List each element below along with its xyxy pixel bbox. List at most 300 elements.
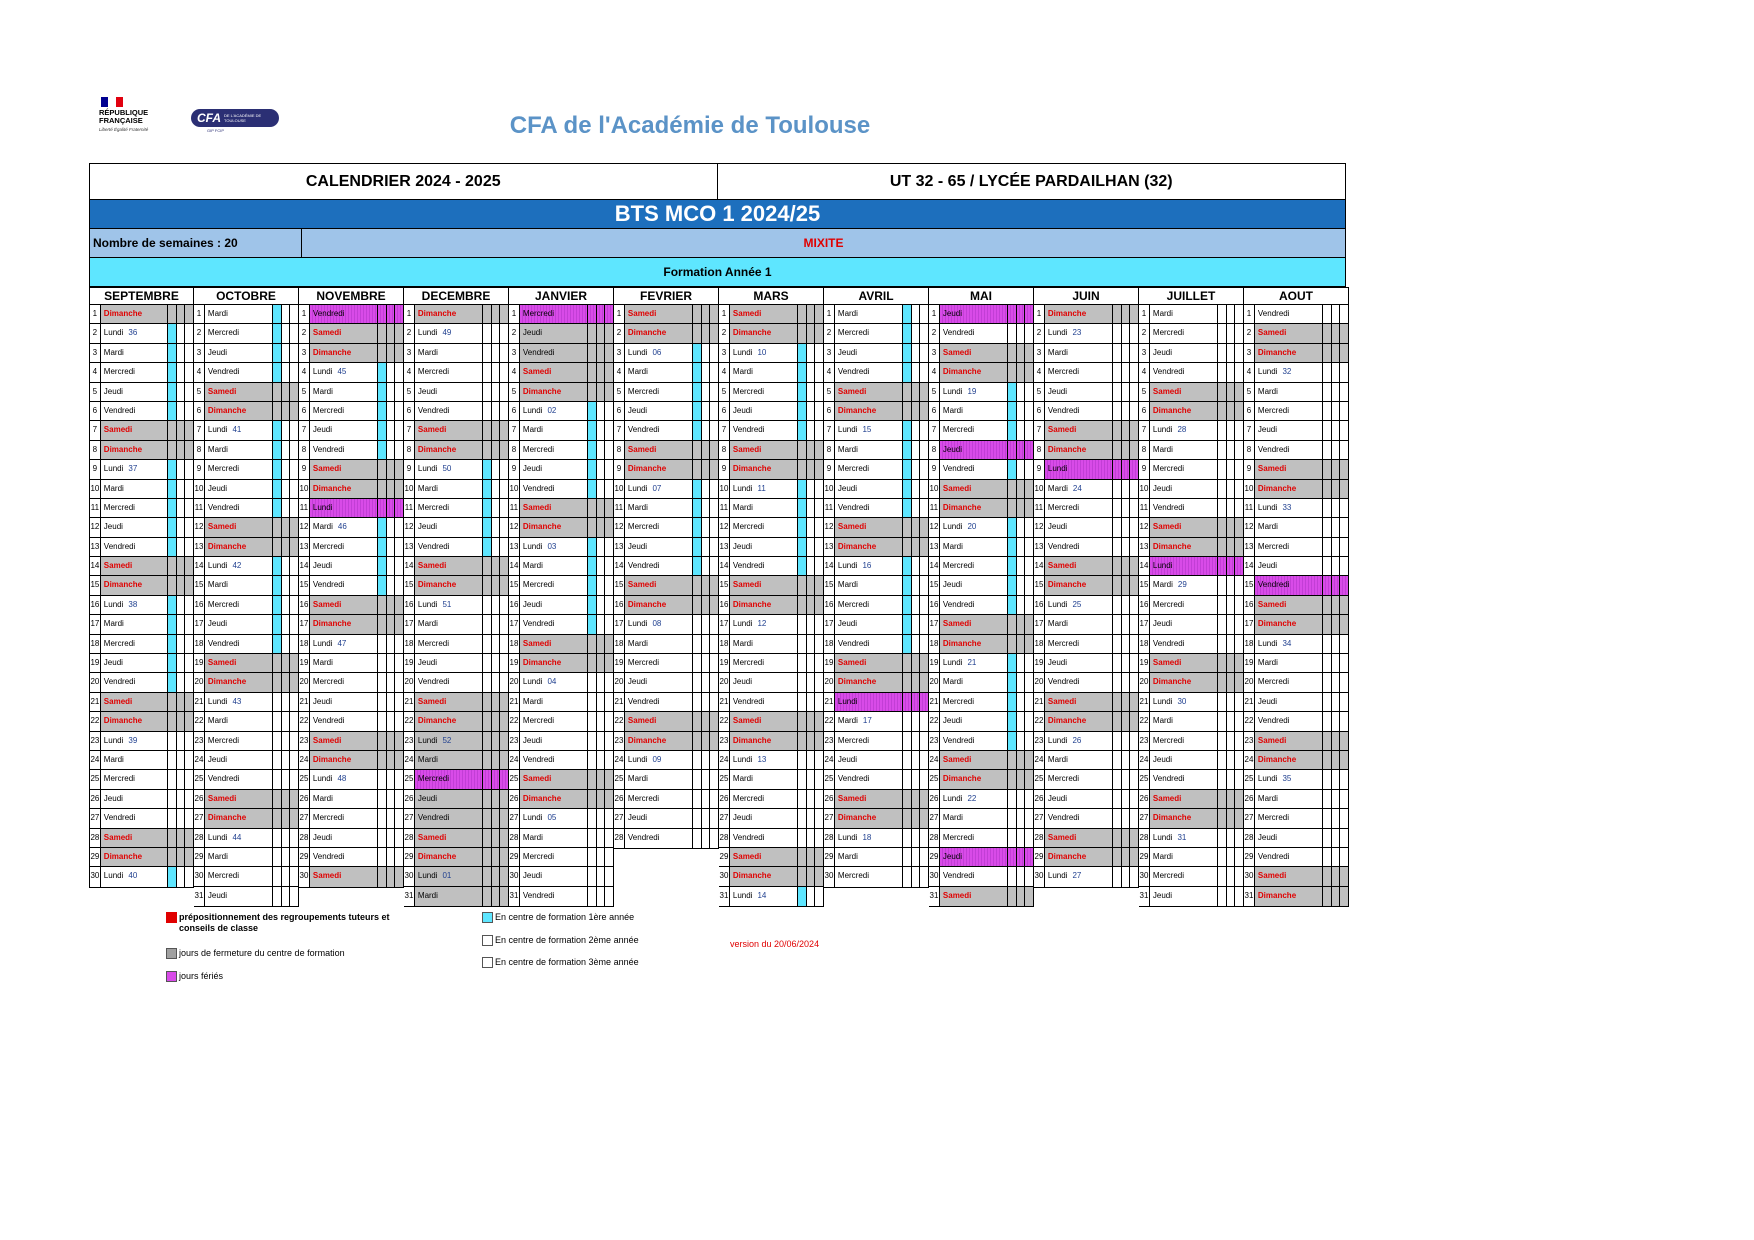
formation-cell xyxy=(912,402,920,420)
day-number: 4 xyxy=(824,363,835,381)
day-name-text: Mardi xyxy=(732,774,753,784)
formation-cell xyxy=(710,635,718,653)
day-name xyxy=(310,790,378,808)
day-number: 24 xyxy=(194,751,205,769)
day-row xyxy=(929,383,1033,402)
formation-cell xyxy=(492,596,500,614)
formation-cell xyxy=(693,441,701,459)
day-number: 8 xyxy=(194,441,205,459)
day-number: 24 xyxy=(719,751,730,769)
day-name xyxy=(415,673,483,691)
formation-cell xyxy=(500,538,508,556)
day-name xyxy=(101,402,169,420)
day-row xyxy=(299,790,403,809)
day-row xyxy=(299,732,403,751)
day-name xyxy=(1150,829,1218,847)
formation-cell xyxy=(605,615,613,633)
day-name xyxy=(520,518,588,536)
day-name xyxy=(730,712,798,730)
day-name-text: Mercredi xyxy=(1152,599,1185,609)
day-name xyxy=(1045,344,1113,362)
formation-cell xyxy=(920,790,928,808)
formation-cell xyxy=(387,712,395,730)
day-name xyxy=(835,480,903,498)
day-name xyxy=(205,615,273,633)
day-name xyxy=(520,751,588,769)
day-name-text: Vendredi xyxy=(103,405,136,415)
day-name-text: Vendredi xyxy=(522,890,555,900)
formation-cell xyxy=(1130,538,1138,556)
day-name xyxy=(101,751,169,769)
day-number: 6 xyxy=(929,402,940,420)
day-row xyxy=(614,596,718,615)
formation-cell xyxy=(903,770,911,788)
formation-cell xyxy=(1017,305,1025,323)
day-number: 8 xyxy=(1139,441,1150,459)
day-row xyxy=(929,402,1033,421)
formation-cell xyxy=(1340,576,1348,594)
week-number: 13 xyxy=(757,754,767,764)
day-number: 11 xyxy=(719,499,730,517)
day-name-text: Mardi xyxy=(837,444,858,454)
day-row xyxy=(1034,518,1138,537)
day-name xyxy=(730,576,798,594)
day-name xyxy=(310,324,378,342)
day-name-text: Samedi xyxy=(1047,561,1077,571)
formation-cell xyxy=(500,499,508,517)
day-number: 2 xyxy=(194,324,205,342)
formation-cell xyxy=(1218,576,1226,594)
formation-cell xyxy=(290,441,298,459)
day-name-text: Jeudi xyxy=(207,890,228,900)
day-name xyxy=(940,344,1008,362)
day-row xyxy=(509,770,613,789)
day-name-text: Dimanche xyxy=(627,328,667,338)
formation-cell xyxy=(1323,557,1331,575)
day-name xyxy=(520,693,588,711)
formation-cell xyxy=(273,654,281,672)
month-column xyxy=(1139,287,1244,907)
day-row xyxy=(1244,499,1348,518)
day-row xyxy=(299,460,403,479)
day-row xyxy=(1034,441,1138,460)
formation-cell xyxy=(395,383,403,401)
formation-cell xyxy=(912,829,920,847)
day-name xyxy=(205,829,273,847)
formation-cell xyxy=(168,499,176,517)
day-row xyxy=(929,460,1033,479)
formation-cell xyxy=(920,615,928,633)
day-name xyxy=(1045,576,1113,594)
day-name xyxy=(1045,615,1113,633)
day-number: 28 xyxy=(90,829,101,847)
day-name-text: Mercredi xyxy=(627,793,660,803)
day-name xyxy=(415,596,483,614)
formation-cell xyxy=(492,654,500,672)
formation-cell xyxy=(920,344,928,362)
day-row xyxy=(719,712,823,731)
day-number: 24 xyxy=(1139,751,1150,769)
day-number: 11 xyxy=(1139,499,1150,517)
day-name xyxy=(101,829,169,847)
formation-cell xyxy=(710,809,718,827)
day-row xyxy=(1244,732,1348,751)
formation-cell xyxy=(185,383,193,401)
formation-cell xyxy=(920,363,928,381)
day-row xyxy=(1244,693,1348,712)
day-name-text: Samedi xyxy=(207,658,237,668)
formation-cell xyxy=(1340,383,1348,401)
day-name-text: Mercredi xyxy=(312,541,345,551)
formation-cell xyxy=(483,441,491,459)
day-name-text: Lundi xyxy=(1047,735,1068,745)
day-row xyxy=(299,673,403,692)
day-name xyxy=(1150,693,1218,711)
week-number: 44 xyxy=(232,832,242,842)
day-name xyxy=(1045,480,1113,498)
day-number: 1 xyxy=(509,305,520,323)
formation-cell xyxy=(815,673,823,691)
day-name xyxy=(730,480,798,498)
formation-cell xyxy=(1235,673,1243,691)
day-name xyxy=(625,480,693,498)
day-name-text: Jeudi xyxy=(522,735,543,745)
formation-cell xyxy=(807,402,815,420)
formation-cell xyxy=(1235,712,1243,730)
day-row xyxy=(1244,790,1348,809)
day-name-text: Lundi xyxy=(1152,696,1173,706)
day-name xyxy=(1150,557,1218,575)
formation-cell xyxy=(500,344,508,362)
formation-cell xyxy=(920,635,928,653)
formation-cell xyxy=(492,887,500,906)
day-number: 16 xyxy=(1139,596,1150,614)
formation-cell xyxy=(1323,615,1331,633)
day-name xyxy=(940,829,1008,847)
day-name-text: Samedi xyxy=(417,561,447,571)
day-row xyxy=(299,712,403,731)
formation-cell xyxy=(920,402,928,420)
formation-cell xyxy=(1227,751,1235,769)
day-name-text: Lundi xyxy=(103,328,124,338)
formation-cell xyxy=(378,538,386,556)
day-number: 8 xyxy=(929,441,940,459)
formation-cell xyxy=(710,673,718,691)
month-name: OCTOBRE xyxy=(194,288,298,305)
formation-cell xyxy=(605,635,613,653)
formation-cell xyxy=(492,732,500,750)
day-row xyxy=(614,790,718,809)
formation-cell xyxy=(1017,402,1025,420)
week-number: 49 xyxy=(442,328,452,338)
formation-cell xyxy=(702,829,710,848)
formation-cell xyxy=(273,383,281,401)
formation-cell xyxy=(1008,887,1016,906)
day-number: 24 xyxy=(929,751,940,769)
day-name-text: Mardi xyxy=(732,638,753,648)
formation-cell xyxy=(185,732,193,750)
formation-cell xyxy=(1218,693,1226,711)
formation-cell xyxy=(1008,518,1016,536)
day-name-text: Mercredi xyxy=(1257,813,1290,823)
week-number: 36 xyxy=(128,328,138,338)
day-name-text: Lundi xyxy=(417,599,438,609)
day-row xyxy=(614,576,718,595)
day-name xyxy=(1045,596,1113,614)
day-name-text: Mardi xyxy=(417,619,438,629)
day-number: 24 xyxy=(404,751,415,769)
day-name xyxy=(205,518,273,536)
day-name xyxy=(1255,848,1323,866)
formation-cell xyxy=(1218,402,1226,420)
formation-cell xyxy=(185,344,193,362)
formation-cell xyxy=(1025,809,1033,827)
formation-cell xyxy=(693,518,701,536)
formation-cell xyxy=(395,673,403,691)
formation-cell xyxy=(168,363,176,381)
formation-cell xyxy=(1340,712,1348,730)
day-number: 24 xyxy=(1034,751,1045,769)
formation-cell xyxy=(903,518,911,536)
day-row xyxy=(194,499,298,518)
formation-cell xyxy=(483,383,491,401)
day-row xyxy=(404,790,508,809)
formation-cell xyxy=(702,635,710,653)
day-number: 18 xyxy=(90,635,101,653)
day-number: 26 xyxy=(1034,790,1045,808)
day-name-text: Jeudi xyxy=(1152,890,1173,900)
day-row xyxy=(1139,518,1243,537)
formation-cell xyxy=(387,693,395,711)
formation-cell xyxy=(588,790,596,808)
formation-cell xyxy=(1332,344,1340,362)
formation-cell xyxy=(282,693,290,711)
day-name xyxy=(415,887,483,906)
day-name xyxy=(1255,363,1323,381)
formation-cell xyxy=(1017,460,1025,478)
formation-cell xyxy=(1122,480,1130,498)
day-row xyxy=(929,848,1033,867)
formation-cell xyxy=(1323,654,1331,672)
formation-cell xyxy=(903,421,911,439)
nb-semaines: Nombre de semaines : 20 xyxy=(90,229,302,257)
formation-cell xyxy=(912,538,920,556)
day-row xyxy=(404,635,508,654)
formation-cell xyxy=(483,790,491,808)
formation-cell xyxy=(1332,673,1340,691)
formation-cell xyxy=(807,887,815,906)
day-name-text: Samedi xyxy=(1257,599,1287,609)
day-name xyxy=(101,693,169,711)
day-name-text: Vendredi xyxy=(103,813,136,823)
formation-cell xyxy=(500,712,508,730)
week-number: 40 xyxy=(128,871,138,881)
formation-cell xyxy=(1332,848,1340,866)
formation-cell xyxy=(378,732,386,750)
formation-cell xyxy=(168,441,176,459)
formation-cell xyxy=(710,421,718,439)
formation-cell xyxy=(168,421,176,439)
day-row xyxy=(1034,848,1138,867)
day-row xyxy=(1244,887,1348,906)
day-name xyxy=(1255,344,1323,362)
day-number: 30 xyxy=(1034,867,1045,886)
formation-cell xyxy=(1323,344,1331,362)
formation-cell xyxy=(1122,557,1130,575)
formation-cell xyxy=(378,421,386,439)
day-row xyxy=(1034,363,1138,382)
day-name-text: Jeudi xyxy=(1152,754,1173,764)
formation-cell xyxy=(807,732,815,750)
day-number: 31 xyxy=(1139,887,1150,906)
day-name xyxy=(625,732,693,750)
formation-cell xyxy=(500,673,508,691)
formation-cell xyxy=(605,654,613,672)
day-row xyxy=(1139,576,1243,595)
formation-cell xyxy=(588,712,596,730)
formation-cell xyxy=(798,887,806,906)
day-name xyxy=(205,557,273,575)
day-row xyxy=(719,829,823,848)
day-name-text: Vendredi xyxy=(522,619,555,629)
week-number: 41 xyxy=(232,425,242,435)
day-name xyxy=(835,712,903,730)
day-name-text: Dimanche xyxy=(942,367,982,377)
day-row xyxy=(1244,557,1348,576)
formation-cell xyxy=(273,499,281,517)
legend-item-feries xyxy=(166,971,223,982)
day-number: 29 xyxy=(299,848,310,866)
day-number: 11 xyxy=(90,499,101,517)
week-number: 17 xyxy=(862,716,872,726)
day-name-text: Mardi xyxy=(627,774,648,784)
day-number: 2 xyxy=(719,324,730,342)
formation-cell xyxy=(177,673,185,691)
formation-cell xyxy=(1323,635,1331,653)
formation-cell xyxy=(710,499,718,517)
formation-cell xyxy=(920,654,928,672)
day-row xyxy=(719,499,823,518)
day-name-text: Mercredi xyxy=(417,638,450,648)
day-number: 3 xyxy=(614,344,625,362)
day-row xyxy=(404,499,508,518)
formation-cell xyxy=(903,867,911,886)
day-name-text: Lundi xyxy=(627,754,648,764)
formation-cell xyxy=(500,654,508,672)
formation-cell xyxy=(710,441,718,459)
formation-cell xyxy=(1323,770,1331,788)
day-name-text: Dimanche xyxy=(837,677,877,687)
formation-cell xyxy=(1332,518,1340,536)
formation-cell xyxy=(588,499,596,517)
day-row xyxy=(194,557,298,576)
formation-cell xyxy=(903,344,911,362)
formation-cell xyxy=(1122,693,1130,711)
formation-cell xyxy=(492,673,500,691)
day-name xyxy=(1150,770,1218,788)
formation-cell xyxy=(815,460,823,478)
day-row xyxy=(614,480,718,499)
day-row xyxy=(719,363,823,382)
day-name-text: Vendredi xyxy=(417,677,450,687)
day-number: 22 xyxy=(614,712,625,730)
day-name-text: Dimanche xyxy=(732,871,772,881)
formation-cell xyxy=(1332,538,1340,556)
formation-cell xyxy=(168,829,176,847)
formation-cell xyxy=(1122,712,1130,730)
formation-cell xyxy=(920,324,928,342)
day-number: 9 xyxy=(614,460,625,478)
day-row xyxy=(90,829,193,848)
formation-cell xyxy=(903,848,911,866)
formation-cell xyxy=(588,848,596,866)
day-row xyxy=(1034,421,1138,440)
day-name xyxy=(940,324,1008,342)
day-number: 26 xyxy=(194,790,205,808)
formation-cell xyxy=(282,751,290,769)
formation-cell xyxy=(912,693,920,711)
day-name xyxy=(730,344,798,362)
formation-cell xyxy=(1122,673,1130,691)
formation-cell xyxy=(1113,635,1121,653)
day-name xyxy=(205,751,273,769)
formation-cell xyxy=(1130,402,1138,420)
day-name-text: Mardi xyxy=(1257,793,1278,803)
formation-cell xyxy=(1130,867,1138,886)
day-name-text: Lundi xyxy=(1257,367,1278,377)
formation-cell xyxy=(387,344,395,362)
day-name xyxy=(1045,383,1113,401)
formation-cell xyxy=(387,576,395,594)
day-row xyxy=(614,557,718,576)
day-name-text: Jeudi xyxy=(1047,658,1068,668)
day-name xyxy=(101,615,169,633)
formation-cell xyxy=(903,829,911,847)
formation-cell xyxy=(1332,770,1340,788)
formation-cell xyxy=(177,615,185,633)
formation-cell xyxy=(920,383,928,401)
day-name-text: Mardi xyxy=(207,309,228,318)
day-number: 29 xyxy=(929,848,940,866)
day-number: 5 xyxy=(1139,383,1150,401)
day-name-text: Samedi xyxy=(522,638,552,648)
day-name-text: Samedi xyxy=(103,425,133,435)
day-name xyxy=(310,499,378,517)
day-name xyxy=(940,809,1008,827)
day-name xyxy=(940,673,1008,691)
day-row xyxy=(194,809,298,828)
week-number: 24 xyxy=(1072,483,1082,493)
day-row xyxy=(299,441,403,460)
formation-cell xyxy=(1122,770,1130,788)
day-name-text: Jeudi xyxy=(627,677,648,687)
formation-cell xyxy=(177,538,185,556)
day-row xyxy=(299,751,403,770)
day-name xyxy=(1255,538,1323,556)
formation-cell xyxy=(1122,635,1130,653)
formation-cell xyxy=(168,790,176,808)
formation-cell xyxy=(1235,790,1243,808)
day-name xyxy=(1150,363,1218,381)
day-name-text: Samedi xyxy=(732,580,762,590)
month-column xyxy=(509,287,614,907)
formation-cell xyxy=(500,383,508,401)
day-number: 26 xyxy=(1244,790,1255,808)
day-row xyxy=(824,848,928,867)
day-name-text: Dimanche xyxy=(103,444,143,454)
formation-cell xyxy=(702,538,710,556)
formation-cell xyxy=(807,751,815,769)
